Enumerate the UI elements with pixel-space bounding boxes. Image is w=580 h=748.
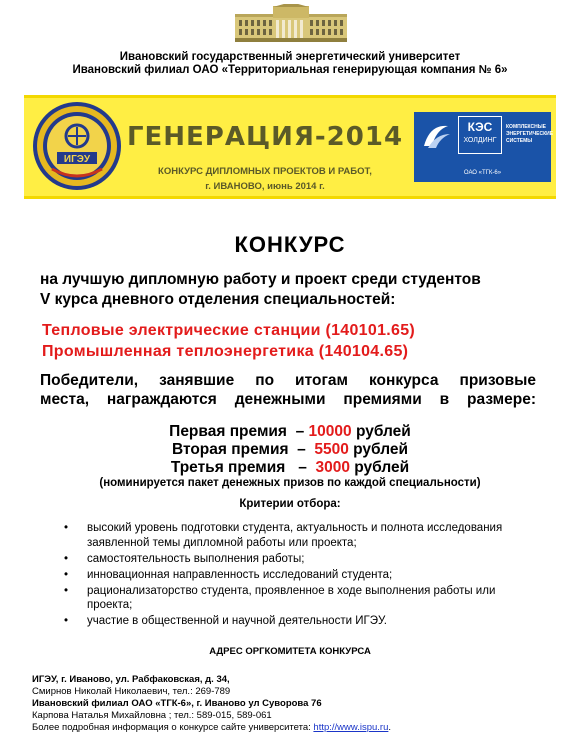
intro-line-2: V курса дневного отделения специальностей: — [40, 291, 396, 308]
prize-third — [0, 459, 580, 477]
kes-tagline-1: КОМПЛЕКСНЫЕ — [506, 124, 546, 130]
kes-holding-logo — [414, 112, 554, 182]
site-suffix: . — [388, 722, 392, 733]
address-tgk6: Ивановский филиал ОАО «ТГК-6», г. Иваново ул Суворова 76 — [32, 698, 322, 709]
more-info-line — [32, 722, 391, 733]
prize-label: Третья премия – — [170, 459, 316, 476]
ispu-seal-logo — [32, 101, 122, 191]
prize-first — [0, 423, 580, 441]
prize-label: Вторая премия – — [171, 441, 315, 458]
winners-line-2: места, награждаются денежными премиями в размере: — [40, 391, 536, 408]
list-item: • инновационная направленность исследований студента; — [62, 568, 522, 583]
kes-emblem-icon — [420, 120, 452, 152]
specialty-2: Промышленная теплоэнергетика (140104.65) — [42, 343, 409, 360]
university-building-image — [235, 4, 347, 42]
contest-subtitle: КОНКУРС ДИПЛОМНЫХ ПРОЕКТОВ И РАБОТ, — [158, 166, 372, 177]
contest-place-date: г. ИВАНОВО, июнь 2014 г. — [205, 181, 325, 192]
kes-tagline-3: СИСТЕМЫ — [506, 138, 533, 144]
criteria-title: Критерии отбора: — [239, 498, 341, 510]
kes-badge — [458, 116, 502, 154]
kes-tagline-2: ЭНЕРГЕТИЧЕСКИЕ — [506, 131, 554, 137]
intro-line-1: на лучшую дипломную работу и проект среди студентов — [40, 271, 481, 288]
prize-currency: рублей — [349, 459, 410, 476]
kes-footer: ОАО «ТГК-6» — [463, 170, 502, 176]
prize-amount: 10000 — [308, 423, 352, 440]
list-item: • самостоятельность выполнения работы; — [62, 552, 522, 567]
contact-ispu: Смирнов Николай Николаевич, тел.: 269-789 — [32, 686, 231, 697]
address-title: АДРЕС ОРГКОМИТЕТА КОНКУРСА — [209, 646, 371, 657]
prize-amount: 5500 — [314, 441, 349, 458]
contact-tgk6: Карпова Наталья Михайловна ; тел.: 589-015, 589-061 — [32, 710, 272, 721]
specialty-1: Тепловые электрические станции (140101.65) — [42, 322, 416, 339]
branch-name: Ивановский филиал ОАО «Территориальная генерирующая компания № 6» — [72, 64, 508, 76]
university-site-link[interactable]: http://www.ispu.ru — [313, 722, 389, 733]
kes-word: ХОЛДИНГ — [463, 137, 497, 144]
list-item: • рационализаторство студента, проявленное в ходе выполнения работы или проекта; — [62, 584, 522, 613]
university-name: Ивановский государственный энергетический университет — [119, 51, 461, 63]
prize-currency: рублей — [348, 441, 409, 458]
nomination-note: (номинируется пакет денежных призов по каждой специальности) — [99, 477, 481, 489]
prize-currency: рублей — [351, 423, 411, 440]
list-item: • высокий уровень подготовки студента, актуальность и полнота исследования заявленной темы дипломной работы или проекта; — [62, 521, 522, 550]
kes-tagline — [506, 124, 553, 145]
address-ispu: ИГЭУ, г. Иваново, ул. Рабфаковская, д. 34, — [32, 674, 230, 685]
contest-title: ГЕНЕРАЦИЯ-2014 — [126, 122, 404, 152]
winners-line-1: Победители, занявшие по итогам конкурса призовые — [40, 372, 536, 389]
list-item: • участие в общественной и научной деятельности ИГЭУ. — [62, 614, 522, 629]
criteria-list — [62, 521, 522, 630]
more-info-text: Более подробная информация о конкурсе сайте университета: — [32, 722, 314, 733]
seal-text: ИГЭУ — [63, 154, 91, 165]
main-heading: КОНКУРС — [234, 232, 346, 257]
kes-abbr: КЭС — [467, 120, 493, 134]
prize-label: Первая премия – — [169, 423, 309, 440]
prize-second — [0, 441, 580, 459]
prize-amount: 3000 — [315, 459, 350, 476]
